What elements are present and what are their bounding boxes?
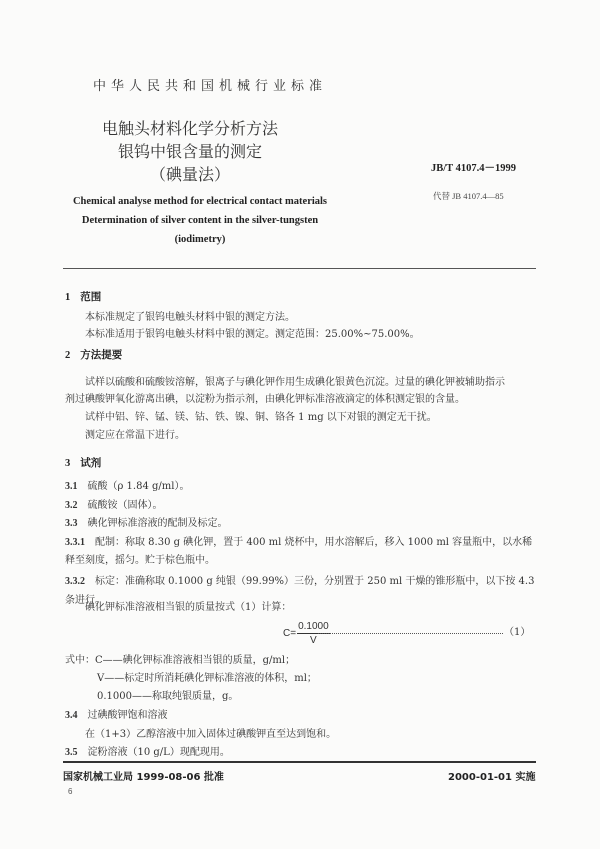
item-3-3: 3.3 碘化钾标准溶液的配制及标定。 [65,518,228,529]
where-c: 式中：C——碘化钾标准溶液相当银的质量，g/ml； [65,655,296,666]
item-3-4: 3.4 过碘酸钾饱和溶液 [65,710,168,721]
title-zh-line-2: 银钨中银含量的测定 [117,142,262,161]
formula-leader-dots [318,633,503,634]
section-1-para-1: 本标准规定了银钨电触头材料中银的测定方法。 [85,312,295,323]
equation-number: （1） [504,627,531,638]
title-en-line-1: Chemical analyse method for electrical contact materials [72,196,328,207]
item-3-5: 3.5 淀粉溶液（10 g/L）现配现用。 [65,747,230,758]
effective-date: 2000-01-01 实施 [448,772,536,783]
section-2-heading: 2 方法提要 [65,349,123,361]
item-3-3-2-cont: 条进行。 [65,595,105,606]
section-2-para-1-cont: 剂过碘酸钾氧化游离出碘，以淀粉为指示剂，由碘化钾标准溶液滴定的体积测定银的含量。 [65,394,465,405]
item-3-4-cont: 在（1+3）乙醇溶液中加入固体过碘酸钾直至达到饱和。 [85,729,337,740]
header-divider [63,268,536,269]
item-3-2: 3.2 硫酸铵（固体）。 [65,500,163,511]
where-v: V——标定时所消耗碘化钾标准溶液的体积，ml； [97,673,317,684]
section-2-para-2: 试样中铝、锌、锰、镁、钴、铁、镍、铜、铬各 1 mg 以下对银的测定无干扰。 [85,412,437,423]
item-3-3-1-cont: 释至刻度，摇匀。贮于棕色瓶中。 [65,555,215,566]
approval-info: 国家机械工业局 1999-08-06 批准 [63,772,224,783]
replaces-standard: 代替 JB 4107.4—85 [433,191,504,201]
calc-intro: 碘化钾标准溶液相当银的质量按式（1）计算： [85,602,292,613]
title-zh-line-1: 电触头材料化学分析方法 [101,119,278,138]
page-number: 6 [68,787,73,796]
item-3-1: 3.1 硫酸（ρ 1.84 g/ml）。 [65,481,190,492]
item-3-3-1: 3.3.1 配制：称取 8.30 g 碘化钾，置于 400 ml 烧杯中，用水溶解后，移入 1000 ml 容量瓶中，以水稀 [65,537,533,548]
title-en-line-2: Determination of silver content in the silver-tungsten [81,215,319,226]
title-en-line-3: (iodimetry) [174,234,226,245]
item-3-3-2: 3.3.2 标定：准确称取 0.1000 g 纯银（99.99%）三份，分别置于 250 ml 干燥的锥形瓶中，以下按 4.3 [65,576,535,587]
section-2-para-3: 测定应在常温下进行。 [85,430,185,441]
where-mass: 0.1000——称取纯银质量，g。 [97,691,239,702]
formula-1: C= $\frac{0.1000}{V}$ [283,621,329,646]
title-zh-line-3: （碘量法） [149,165,230,184]
section-3-heading: 3 试剂 [65,457,102,469]
section-1-heading: 1 范围 [65,291,102,303]
footer-divider [63,761,536,763]
section-1-para-2: 本标准适用于银钨电触头材料中银的测定。测定范围：25.00%~75.00%。 [85,329,420,340]
fraction: $\frac{0.1000}{V}$ [298,621,329,646]
section-2-para-1: 试样以硫酸和硫酸铵溶解，银离子与碘化钾作用生成碘化银黄色沉淀。过量的碘化钾被辅助指示 [85,377,505,388]
standard-body-header: 中华人民共和国机械行业标准 [92,79,327,94]
standard-number: JB/T 4107.4－1999 [431,163,516,174]
